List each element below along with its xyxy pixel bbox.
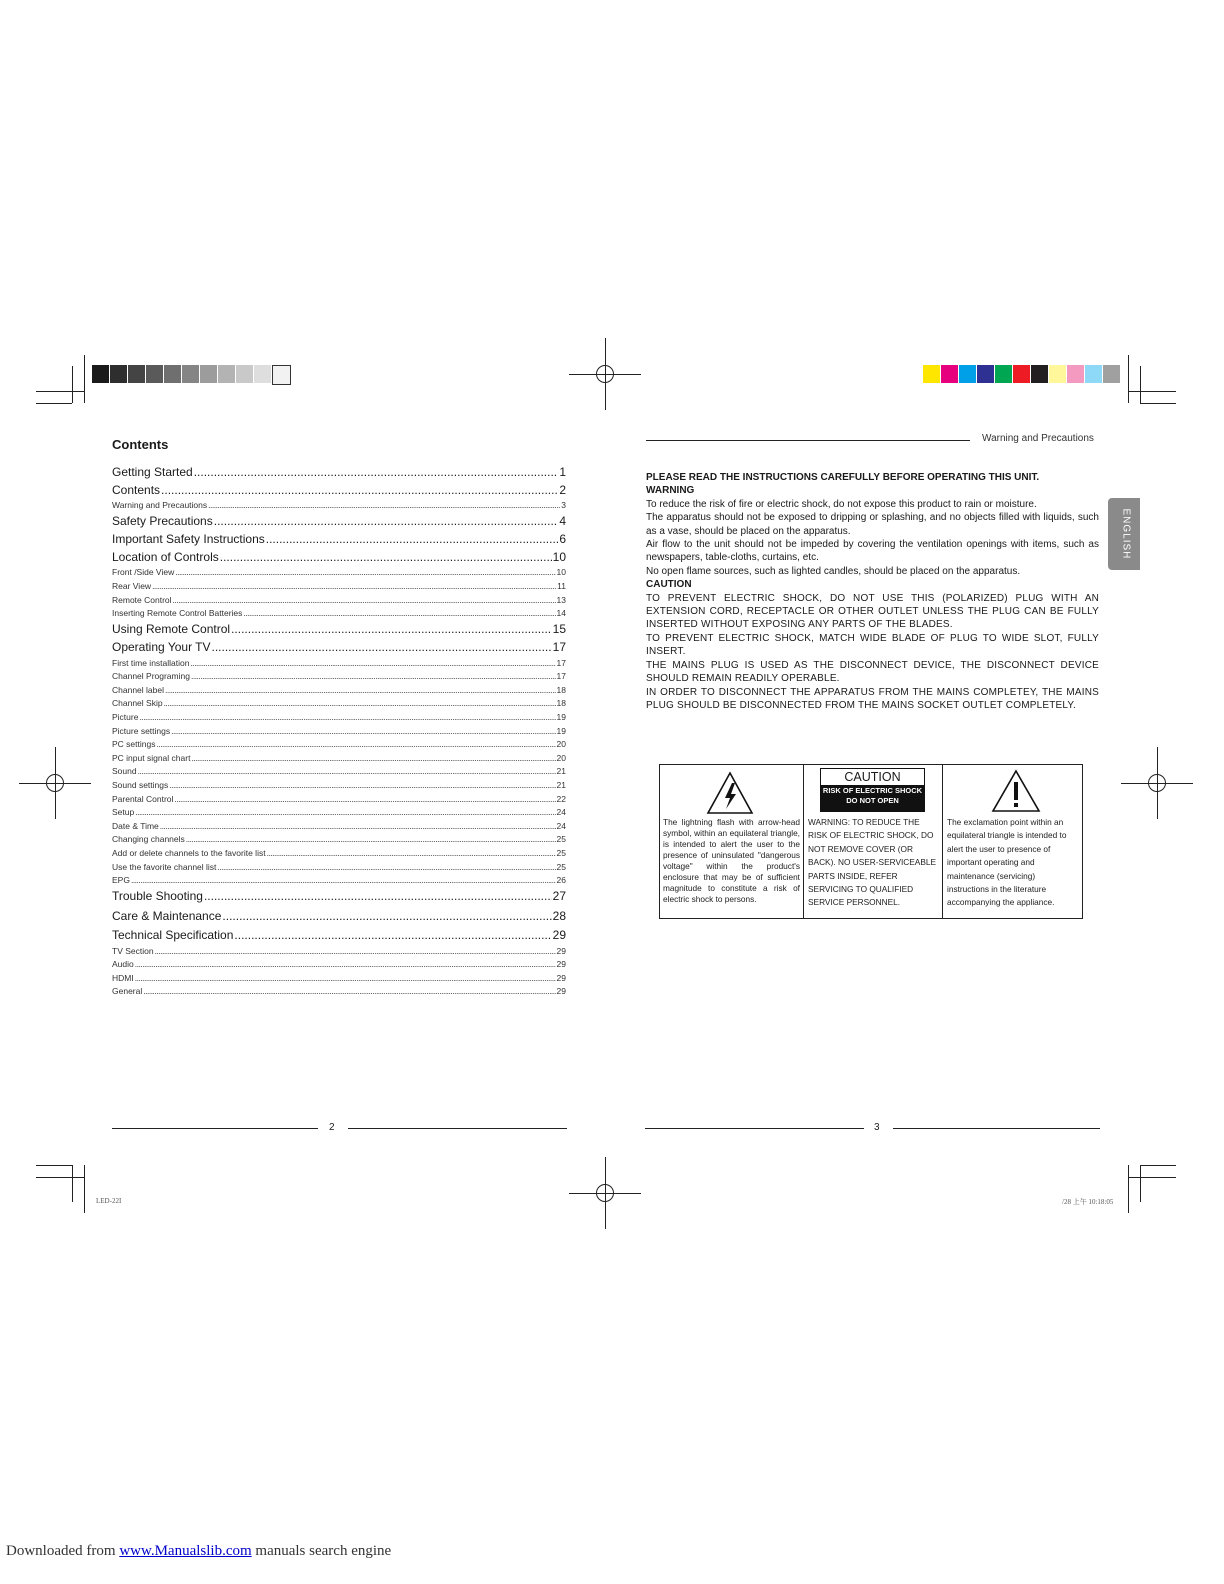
caution-label-box — [820, 768, 925, 812]
toc-leader — [234, 928, 551, 942]
toc-leader — [173, 595, 556, 605]
gray-swatch — [182, 365, 199, 383]
safety-symbols-box — [659, 764, 1083, 919]
toc-label: Date & Time — [112, 820, 159, 831]
toc-page-number: 10 — [552, 549, 566, 564]
toc-entry — [112, 622, 566, 638]
toc-page-number: 25 — [556, 861, 566, 872]
toc-label: Care & Maintenance — [112, 908, 222, 923]
gray-swatch — [218, 365, 235, 383]
toc-leader — [190, 658, 555, 668]
download-footer — [6, 1543, 391, 1560]
gray-swatch — [272, 365, 291, 385]
gray-swatch — [236, 365, 253, 383]
toc-leader — [171, 726, 555, 736]
toc-label: Picture — [112, 711, 139, 722]
toc-leader — [152, 581, 556, 591]
toc-entry — [112, 959, 566, 970]
toc-label: Warning and Precautions — [112, 500, 208, 511]
toc-page-number: 10 — [556, 567, 566, 578]
toc-leader — [135, 959, 556, 969]
toc-label: General — [112, 986, 143, 997]
toc-page-number: 1 — [559, 465, 566, 479]
color-swatch — [1103, 365, 1120, 383]
right-page-number: 3 — [874, 1122, 880, 1133]
toc-label: PC settings — [112, 739, 156, 750]
toc-page-number: 29 — [552, 928, 566, 943]
toc-entry — [112, 909, 566, 925]
toc-page-number: 3 — [561, 500, 566, 511]
toc-entry — [112, 780, 566, 791]
toc-label: Contents — [112, 482, 161, 497]
toc-entry — [112, 739, 566, 750]
gray-swatch — [200, 365, 217, 383]
toc-entry — [112, 698, 566, 709]
paragraph: TO PREVENT ELECTRIC SHOCK, MATCH WIDE BLADE OF PLUG TO WIDE SLOT, FULLY INSERT. — [646, 632, 1099, 658]
paragraph: THE MAINS PLUG IS USED AS THE DISCONNECT DEVICE, THE DISCONNECT DEVICE SHOULD REMAIN READILY OPERABLE. — [646, 659, 1099, 685]
toc-label: PC input signal chart — [112, 752, 191, 763]
toc-leader — [161, 483, 558, 497]
color-swatch — [1013, 365, 1030, 383]
color-swatch — [1067, 365, 1084, 383]
toc-entry — [112, 685, 566, 696]
toc-leader — [208, 500, 560, 510]
paragraph: Air flow to the unit should not be impeded by covering the ventilation openings with items, such as newspapers, table-cloths, curtains, etc. — [646, 539, 1099, 564]
toc-entry — [112, 595, 566, 606]
gray-swatch — [92, 365, 109, 383]
toc-page-number: 17 — [556, 657, 566, 668]
toc-label: Sound settings — [112, 779, 169, 790]
left-page-number: 2 — [329, 1122, 335, 1133]
toc-page-number: 21 — [556, 766, 566, 777]
toc-leader — [156, 739, 555, 749]
toc-page-number: 29 — [556, 972, 566, 983]
toc-entry — [112, 794, 566, 805]
do-not-open-label: DO NOT OPEN — [846, 796, 899, 805]
registration-mark-left — [19, 747, 91, 819]
toc-leader — [214, 514, 559, 528]
gray-swatch — [110, 365, 127, 383]
toc-label: Location of Controls — [112, 549, 219, 564]
toc-label: Parental Control — [112, 793, 174, 804]
caution-column — [804, 765, 943, 918]
toc-page-number: 25 — [556, 847, 566, 858]
toc-label: Sound — [112, 766, 137, 777]
toc-entry — [112, 514, 566, 530]
toc-entry — [112, 766, 566, 777]
toc-label: EPG — [112, 875, 130, 886]
toc-label: Channel Skip — [112, 698, 163, 709]
toc-leader — [165, 685, 556, 695]
color-swatch — [1085, 365, 1102, 383]
toc-label: Trouble Shooting — [112, 889, 203, 904]
language-tab — [1108, 498, 1140, 570]
toc-page-number: 20 — [556, 752, 566, 763]
toc-label: Inserting Remote Control Batteries — [112, 608, 243, 619]
toc-label: Channel label — [112, 684, 164, 695]
toc-entry — [112, 532, 566, 548]
toc-entry — [112, 640, 566, 656]
toc-entry — [112, 658, 566, 669]
toc-leader — [191, 753, 555, 763]
color-swatch — [941, 365, 958, 383]
toc-entry — [112, 567, 566, 578]
toc-leader — [194, 465, 559, 479]
toc-label: Important Safety Instructions — [112, 532, 265, 547]
toc-label: Add or delete channels to the favorite list — [112, 847, 266, 858]
toc-label: Getting Started — [112, 465, 193, 479]
toc-page-number: 15 — [552, 622, 566, 637]
toc-page-number: 6 — [559, 532, 566, 547]
language-tab-label: ENGLISH — [1120, 508, 1132, 560]
toc-label: Picture settings — [112, 725, 171, 736]
exclamation-triangle-icon — [991, 769, 1041, 813]
section-header: Warning and Precautions — [982, 433, 1094, 444]
toc-entry — [112, 550, 566, 566]
caution-text: WARNING: TO REDUCE THE RISK OF ELECTRIC SHOCK, DO NOT REMOVE COVER (OR BACK). NO USER-SERVICEABLE PARTS INSIDE, REFER SERVICING TO QUALIFIED SERVICE PERSONNEL. — [808, 817, 937, 908]
toc-leader — [243, 608, 555, 618]
toc-page-number: 2 — [559, 482, 566, 497]
registration-mark-right — [1121, 747, 1193, 819]
toc-leader — [174, 794, 555, 804]
toc-page-number: 17 — [556, 671, 566, 682]
toc-leader — [222, 909, 551, 923]
toc-page-number: 24 — [556, 820, 566, 831]
color-swatch — [977, 365, 994, 383]
toc-leader — [135, 973, 556, 983]
toc-leader — [212, 640, 552, 654]
toc-entry — [112, 483, 566, 499]
paragraph: The apparatus should not be exposed to dripping or splashing, and no objects filled with liquids, such as a vase, should be placed on the apparatus. — [646, 512, 1099, 537]
toc-label: Technical Specification — [112, 928, 234, 943]
right-print-mark: /28 上午 10:18:05 — [1062, 1198, 1114, 1206]
caution-heading: CAUTION — [646, 579, 692, 591]
toc-label: Changing channels — [112, 834, 185, 845]
toc-leader — [204, 889, 552, 903]
toc-page-number: 24 — [556, 807, 566, 818]
color-swatch — [995, 365, 1012, 383]
toc-page-number: 29 — [556, 986, 566, 997]
toc-page-number: 18 — [556, 684, 566, 695]
download-suffix: manuals search engine — [251, 1543, 392, 1559]
toc-page-number: 19 — [556, 725, 566, 736]
toc-page-number: 17 — [552, 640, 566, 654]
toc-entry — [112, 946, 566, 957]
toc-label: First time installation — [112, 657, 190, 668]
toc-label: Operating Your TV — [112, 640, 211, 654]
toc-page-number: 14 — [556, 608, 566, 619]
toc-page-number: 13 — [556, 594, 566, 605]
toc-page-number: 20 — [556, 739, 566, 750]
toc-label: HDMI — [112, 972, 134, 983]
toc-page-number: 25 — [556, 834, 566, 845]
toc-entry — [112, 712, 566, 723]
toc-page-number: 4 — [559, 514, 566, 529]
toc-entry — [112, 848, 566, 859]
color-swatch — [959, 365, 976, 383]
toc-page-number: 27 — [552, 889, 566, 904]
toc-leader — [160, 821, 556, 831]
gray-swatch — [254, 365, 271, 383]
caution-label: CAUTION — [844, 770, 901, 784]
toc-page-number: 18 — [556, 698, 566, 709]
toc-leader — [175, 567, 555, 577]
warning-text — [646, 471, 1099, 712]
gray-swatch — [164, 365, 181, 383]
toc-leader — [267, 848, 556, 858]
toc-leader — [186, 834, 556, 844]
toc-entry — [112, 465, 566, 481]
toc-leader — [143, 986, 555, 996]
gray-swatch — [128, 365, 145, 383]
color-swatch — [1031, 365, 1048, 383]
toc-entry — [112, 973, 566, 984]
toc-label: Rear View — [112, 581, 152, 591]
paragraph: To reduce the risk of fire or electric shock, do not expose this product to rain or moisture. — [646, 498, 1037, 510]
toc-leader — [138, 766, 556, 776]
toc-label: Safety Precautions — [112, 514, 213, 529]
toc-leader — [231, 622, 552, 636]
gray-swatch — [146, 365, 163, 383]
toc-leader — [217, 862, 555, 872]
toc-page-number: 11 — [557, 581, 566, 591]
paragraph: No open flame sources, such as lighted candles, should be placed on the apparatus. — [646, 565, 1021, 577]
exclamation-column — [943, 765, 1082, 918]
toc-page-number: 19 — [556, 711, 566, 722]
toc-leader — [191, 671, 556, 681]
toc-leader — [169, 780, 555, 790]
toc-leader — [131, 875, 556, 885]
toc-entry — [112, 753, 566, 764]
paragraph: TO PREVENT ELECTRIC SHOCK, DO NOT USE THIS (POLARIZED) PLUG WITH AN EXTENSION CORD, RECEPTACLE OR OTHER OUTLET UNLESS THE PLUG CAN BE FULLY INSERTED WITHOUT EXPOSING ANY PARTS OF THE BLADES. — [646, 592, 1099, 631]
toc-page-number: 26 — [556, 875, 566, 886]
toc-page-number: 28 — [552, 908, 566, 923]
warning-heading: WARNING — [646, 485, 695, 497]
toc-label: Setup — [112, 807, 135, 818]
toc-leader — [266, 532, 559, 546]
instructions-heading: PLEASE READ THE INSTRUCTIONS CAREFULLY BEFORE OPERATING THIS UNIT. — [646, 472, 1040, 483]
toc-leader — [139, 712, 555, 722]
toc-leader — [135, 807, 555, 817]
toc-label: Front /Side View — [112, 567, 175, 578]
color-swatch — [923, 365, 940, 383]
toc-label: Channel Programing — [112, 671, 190, 682]
toc-page-number: 29 — [556, 945, 566, 956]
paragraph: IN ORDER TO DISCONNECT THE APPARATUS FROM THE MAINS COMPLETEY, THE MAINS PLUG SHOULD BE DISCONNECTED FROM THE MAINS SOCKET OUTLET COMPLETELY. — [646, 686, 1099, 711]
exclamation-text: The exclamation point within an equilateral triangle is intended to alert the user to presence of important operating and maintenance (servicing) instructions in the literature accompanying the appliance. — [947, 817, 1067, 908]
toc-label: Audio — [112, 959, 134, 970]
contents-title: Contents — [112, 437, 169, 452]
toc-entry — [112, 608, 566, 619]
toc-entry — [112, 862, 566, 873]
toc-label: Remote Control — [112, 594, 172, 605]
toc-entry — [112, 726, 566, 737]
toc-entry — [112, 500, 566, 511]
shock-warning-band — [821, 785, 924, 811]
lightning-column — [660, 765, 804, 918]
toc-page-number: 29 — [556, 959, 566, 970]
toc-label: Using Remote Control — [112, 622, 231, 637]
toc-entry — [112, 875, 566, 886]
toc-entry — [112, 671, 566, 682]
color-swatch — [1049, 365, 1066, 383]
toc-entry — [112, 928, 566, 944]
toc-entry — [112, 581, 566, 592]
manualslib-link[interactable]: www.Manualslib.com — [119, 1543, 252, 1559]
toc-page-number: 22 — [556, 793, 566, 804]
toc-leader — [155, 946, 556, 956]
toc-leader — [164, 698, 556, 708]
toc-entry — [112, 986, 566, 997]
download-prefix: Downloaded from — [6, 1543, 120, 1559]
left-print-mark: LED-22I — [96, 1197, 122, 1205]
lightning-text: The lightning flash with arrow-head symbol, within an equilateral triangle, is intended to alert the user to the presence of uninsulated "dangerous voltage" within the product's enclosure that may be of sufficient magnitude to constitute a risk of electric shock to persons. — [663, 817, 800, 904]
toc-page-number: 21 — [556, 779, 566, 790]
risk-of-shock-label: RISK OF ELECTRIC SHOCK — [822, 786, 923, 795]
toc-label: TV Section — [112, 945, 154, 956]
toc-label: Use the favorite channel list — [112, 861, 217, 872]
registration-mark-top — [569, 338, 641, 410]
toc-leader — [220, 550, 552, 564]
toc-entry — [112, 834, 566, 845]
registration-mark-bottom — [569, 1157, 641, 1229]
toc-entry — [112, 821, 566, 832]
lightning-triangle-icon — [706, 771, 754, 815]
toc-entry — [112, 889, 566, 905]
toc-entry — [112, 807, 566, 818]
